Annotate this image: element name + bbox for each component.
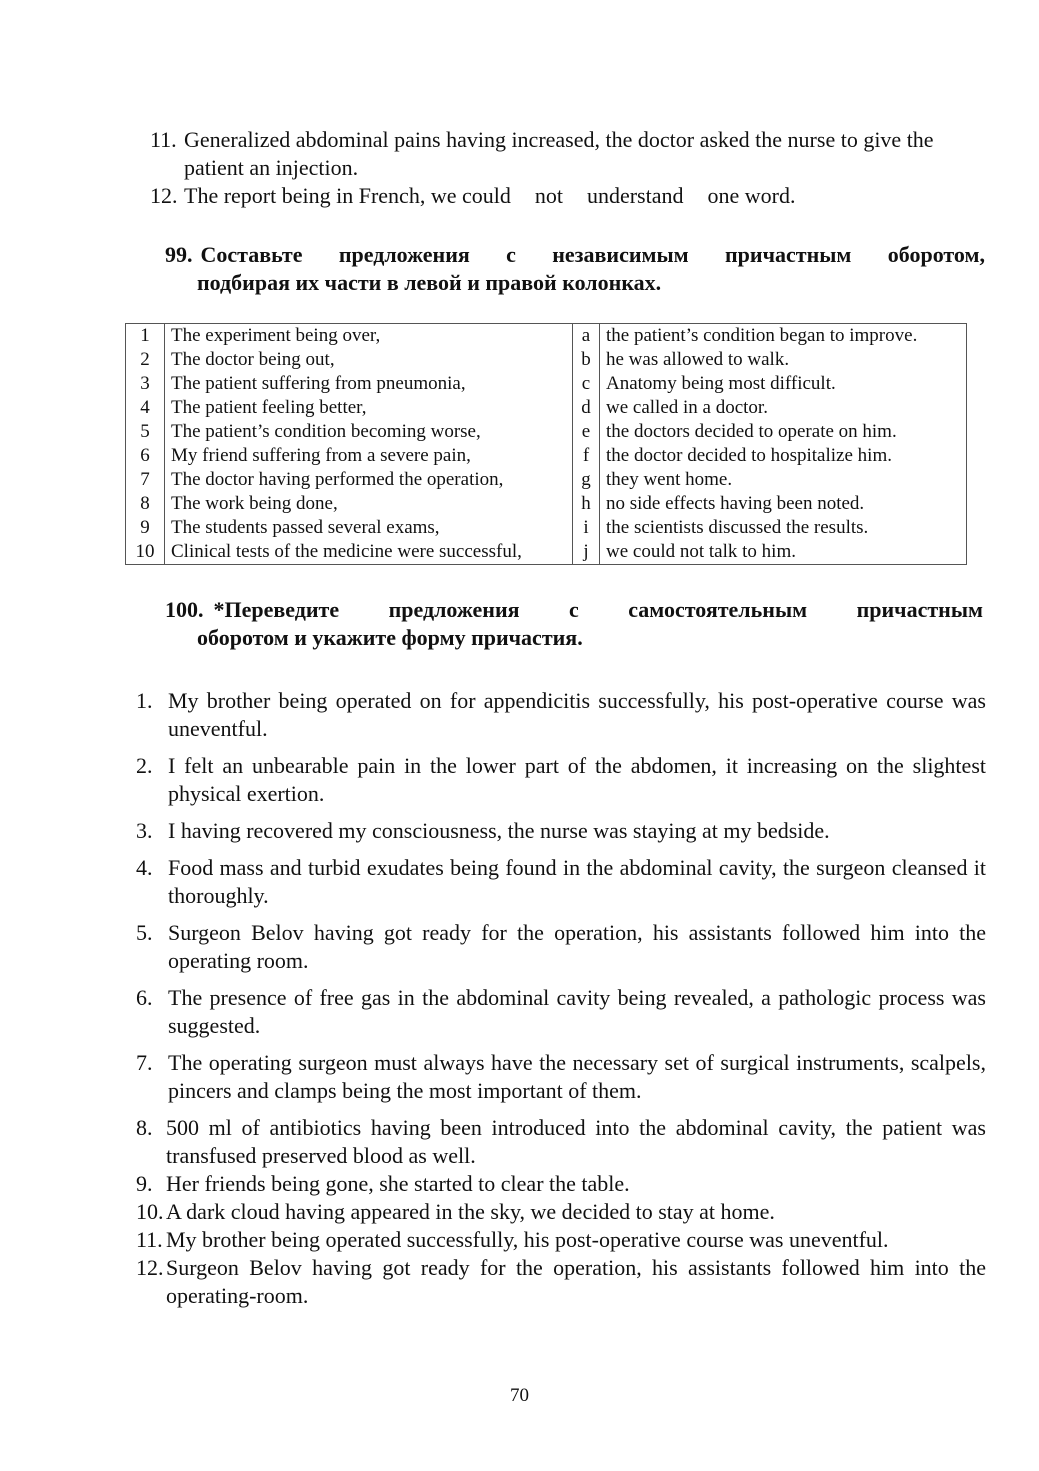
row-letter: d [573,396,600,420]
row-number: 3 [126,372,165,396]
row-letter: f [573,444,600,468]
right-column-cell: Anatomy being most difficult. [606,373,836,394]
list-item [136,1198,986,1226]
item-number: 7. [136,1050,153,1075]
exercise-99-heading [165,241,985,297]
item-text: I felt an unbearable pain in the lower part of the abdomen, it increasing on the slightest physical exertion. [168,753,986,806]
exercise-100-heading [165,596,983,652]
table-row [126,516,967,540]
item-number: 12. [150,183,178,208]
list-item [136,1114,986,1170]
page-number: 70 [510,1385,529,1406]
left-column-cell: The doctor being out, [165,348,573,372]
item-number: 9. [136,1171,153,1196]
list-item [136,1170,986,1198]
item-text: The operating surgeon must always have the necessary set of surgical instruments, scalpels, pincers and clamps being the most important of them. [168,1050,986,1103]
right-column-cell: we could not talk to him. [606,541,796,562]
left-column-cell: The patient suffering from pneumonia, [165,372,573,396]
left-column-cell: The patient’s condition becoming worse, [165,420,573,444]
table-row [126,468,967,492]
row-letter: e [573,420,600,444]
item-text: I having recovered my consciousness, the nurse was staying at my bedside. [168,818,830,843]
row-letter: b [573,348,600,372]
text-fragment: not [534,183,563,208]
item-text: My brother being operated on for appendicitis successfully, his post-operative course was uneventful. [168,688,986,741]
row-number: 2 [126,348,165,372]
item-text: Her friends being gone, she started to clear the table. [166,1171,630,1196]
row-letter: a [573,324,600,349]
item-number: 12. [136,1255,164,1280]
item-text: A dark cloud having appeared in the sky, we decided to stay at home. [166,1199,775,1224]
table-row [126,492,967,516]
row-number: 7 [126,468,165,492]
list-item [150,182,990,210]
item-text: Surgeon Belov having got ready for the operation, his assistants followed him into the operating room. [168,920,986,973]
item-number: 8. [136,1115,153,1140]
item-number: 5. [136,920,153,945]
left-column-cell: The doctor having performed the operation, [165,468,573,492]
row-number: 8 [126,492,165,516]
row-number: 4 [126,396,165,420]
continued-list [150,126,990,210]
heading-text: подбирая их части в левой и правой колонках. [197,270,662,295]
item-text: Generalized abdominal pains having increased, the doctor asked the nurse to give the patient an injection. [184,127,934,180]
item-text: 500 ml of antibiotics having been introduced into the abdominal cavity, the patient was transfused preserved blood as well. [166,1115,986,1168]
right-column-cell: they went home. [606,469,733,490]
row-letter: h [573,492,600,516]
heading-text: Составьте предложения с независимым причастным оборотом, [200,242,985,267]
table-row [126,420,967,444]
list-item [136,687,986,743]
item-text [184,182,990,210]
text-fragment: one word. [707,183,796,208]
right-column-cell: the doctors decided to operate on him. [606,421,897,442]
list-item [150,126,990,182]
list-item [136,854,986,910]
item-number: 6. [136,985,153,1010]
text-fragment: understand [586,183,684,208]
text-fragment: The report being in French, we could [184,183,511,208]
item-number: 10. [136,1199,164,1224]
right-column-cell: no side effects having been noted. [606,493,865,514]
list-item [136,1049,986,1105]
row-number: 1 [126,324,165,349]
right-column-cell: the scientists discussed the results. [606,517,869,538]
right-column-cell: we called in a doctor. [606,397,768,418]
row-letter: i [573,516,600,540]
exercise-number: 100. [165,597,204,622]
row-letter: g [573,468,600,492]
list-item [136,919,986,975]
row-number: 9 [126,516,165,540]
item-text: Surgeon Belov having got ready for the operation, his assistants followed him into the operating-room. [166,1255,986,1308]
list-item [136,1226,986,1254]
left-column-cell: My friend suffering from a severe pain, [165,444,573,468]
table-row [126,444,967,468]
heading-line [165,241,985,269]
item-number: 1. [136,688,153,713]
table-row [126,324,967,349]
table-row [126,540,967,565]
exercise-number: 99. [165,242,193,267]
right-column-cell: he was allowed to walk. [606,349,790,370]
table-row [126,396,967,420]
left-column-cell: Clinical tests of the medicine were successful, [165,540,573,565]
right-column-cell: the doctor decided to hospitalize him. [606,445,892,466]
matching-table [125,323,967,565]
item-text: The presence of free gas in the abdominal cavity being revealed, a pathologic process was suggested. [168,985,986,1038]
list-item [136,817,986,845]
left-column-cell: The work being done, [165,492,573,516]
item-number: 11. [136,1227,163,1252]
row-number: 5 [126,420,165,444]
item-number: 4. [136,855,153,880]
list-item [136,752,986,808]
heading-text: *Переведите предложения с самостоятельным причастным [213,597,983,622]
item-text: Food mass and turbid exudates being found in the abdominal cavity, the surgeon cleansed it thoroughly. [168,855,986,908]
table-row [126,372,967,396]
row-number: 10 [126,540,165,565]
heading-line [165,596,983,624]
table-body [126,324,967,565]
table-row [126,348,967,372]
heading-text: оборотом и укажите форму причастия. [197,625,583,650]
list-item [136,1254,986,1310]
row-letter: j [573,540,600,565]
list-item [136,984,986,1040]
item-number: 2. [136,753,153,778]
exercise-100-list [136,687,986,1310]
row-number: 6 [126,444,165,468]
item-number: 3. [136,818,153,843]
item-number: 11. [150,127,177,152]
row-letter: c [573,372,600,396]
left-column-cell: The experiment being over, [165,324,573,349]
left-column-cell: The patient feeling better, [165,396,573,420]
item-text: My brother being operated successfully, his post-operative course was uneventful. [166,1227,889,1252]
right-column-cell: the patient’s condition began to improve. [606,325,918,346]
left-column-cell: The students passed several exams, [165,516,573,540]
